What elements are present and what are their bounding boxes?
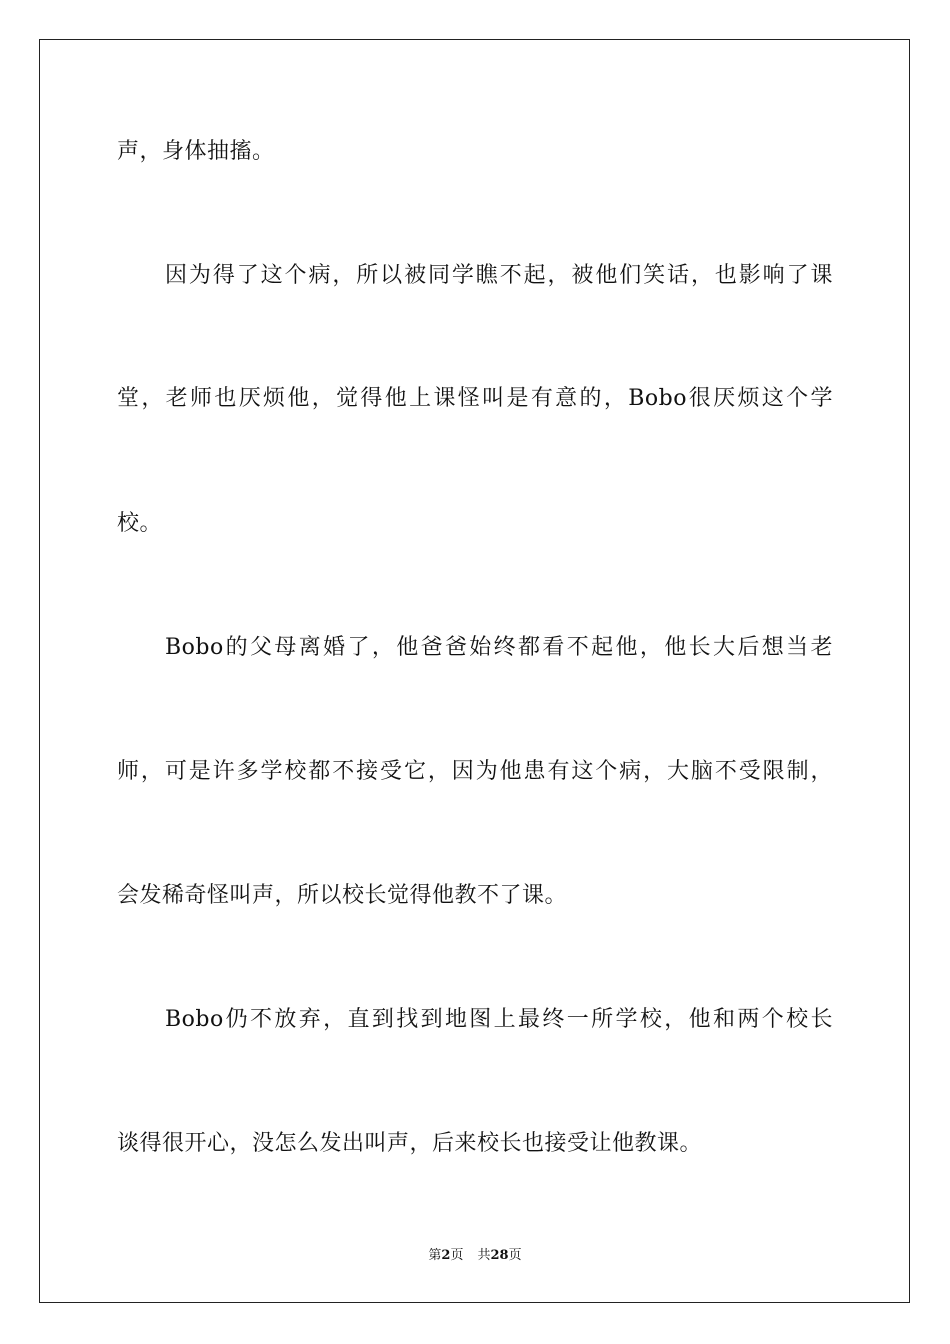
text-line-4: 校。 <box>117 511 163 536</box>
text-line-6: 师，可是许多学校都不接受它，因为他患有这个病，大脑不受限制， <box>117 759 833 784</box>
total-pages: 28 <box>490 1248 509 1263</box>
text-line-7: 会发稀奇怪叫声，所以校长觉得他教不了课。 <box>117 883 568 908</box>
page-suffix: 页 <box>450 1248 464 1263</box>
page-border <box>39 39 910 1303</box>
text-line-9: 谈得很开心，没怎么发出叫声，后来校长也接受让他教课。 <box>117 1131 703 1156</box>
text-line-5: Bobo的父母离婚了，他爸爸始终都看不起他，他长大后想当老 <box>165 635 833 660</box>
text-line-3: 堂，老师也厌烦他，觉得他上课怪叫是有意的，Bobo很厌烦这个学 <box>117 386 833 411</box>
total-suffix: 页 <box>508 1248 522 1263</box>
total-prefix: 共 <box>477 1248 491 1263</box>
page-prefix: 第 <box>428 1248 442 1263</box>
page-footer <box>0 1247 950 1265</box>
page-number: 2 <box>441 1248 451 1263</box>
text-line-1: 声，身体抽搐。 <box>117 139 275 164</box>
text-line-8: Bobo仍不放弃，直到找到地图上最终一所学校，他和两个校长 <box>165 1007 833 1032</box>
text-line-2: 因为得了这个病，所以被同学瞧不起，被他们笑话，也影响了课 <box>165 263 833 288</box>
